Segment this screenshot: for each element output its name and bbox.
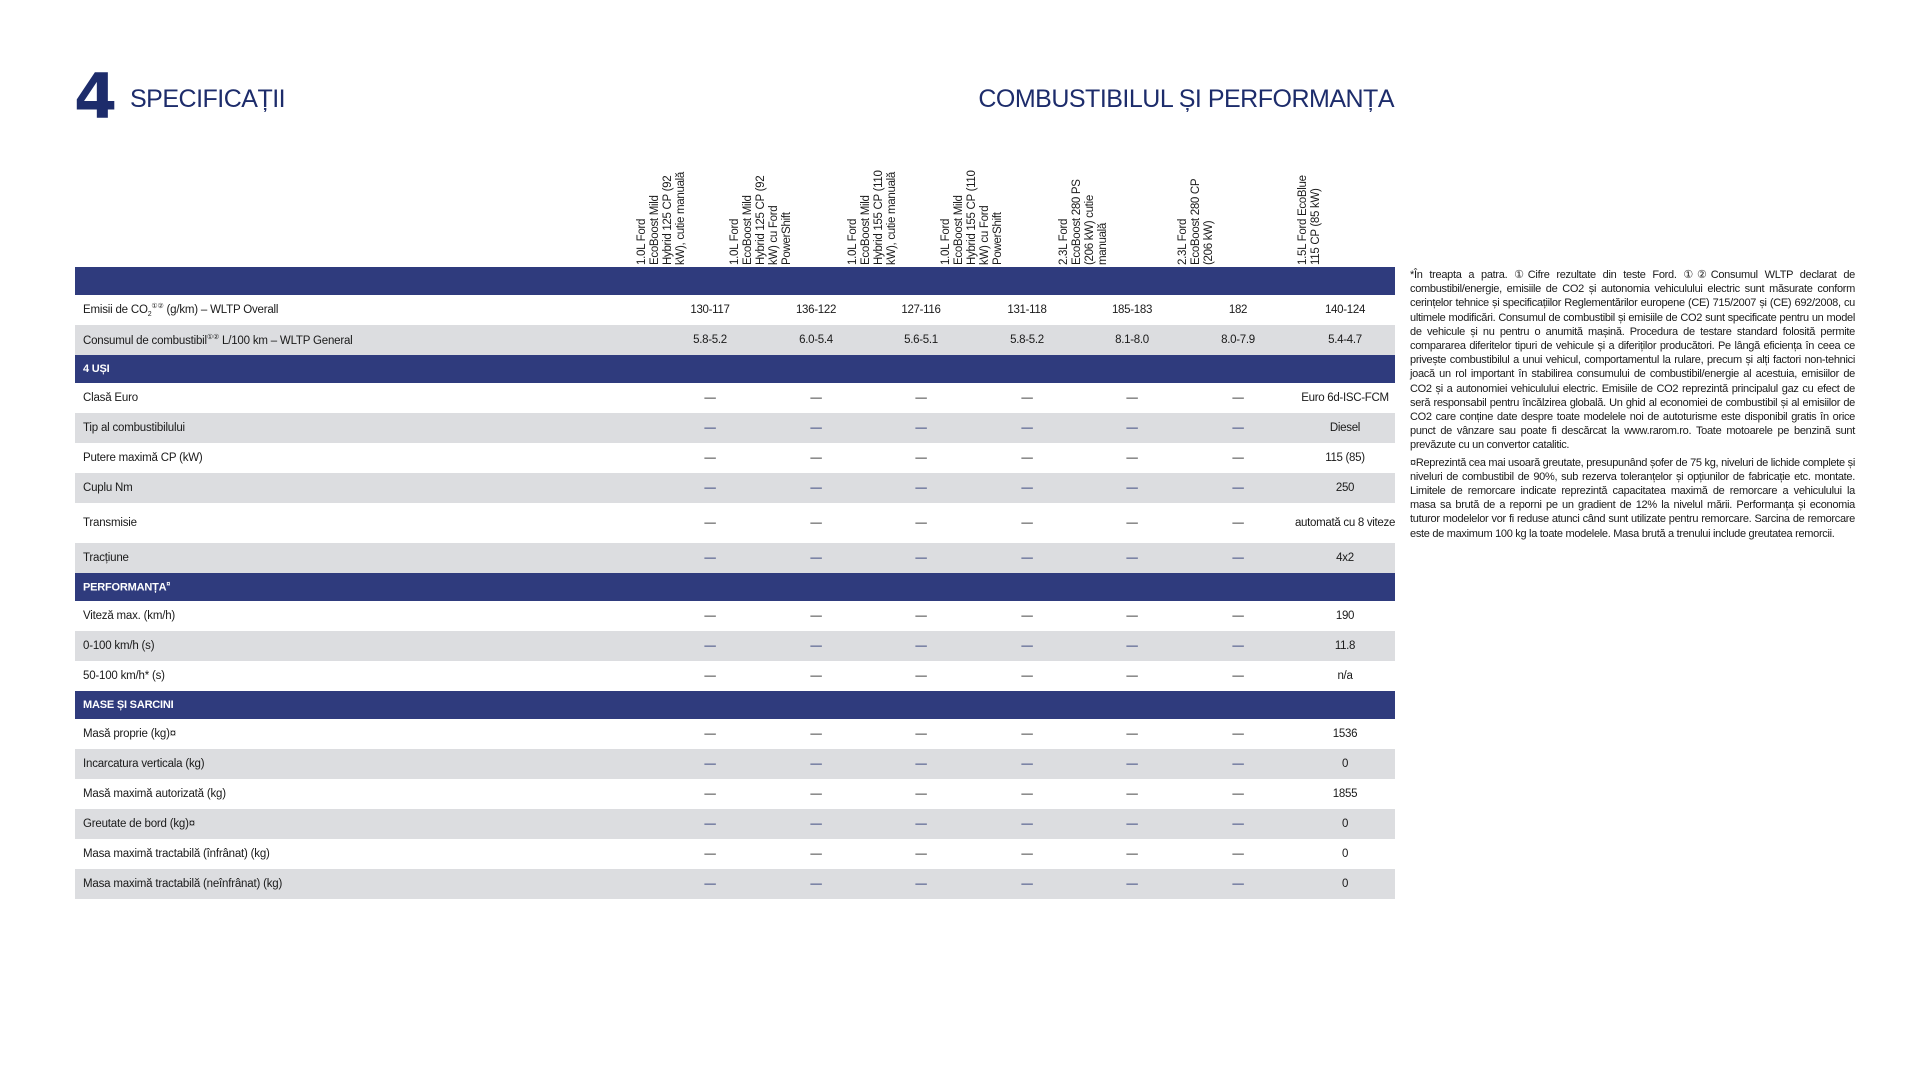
table-cell: —: [915, 848, 927, 860]
table-cell: —: [704, 640, 716, 652]
table-cell: —: [1021, 482, 1033, 494]
column-header-text: 2.3L Ford EcoBoost 280 PS (206 kW) cutie manuală: [1058, 179, 1109, 265]
table-cell: 6.0-5.4: [799, 334, 833, 346]
column-header-text: 1.0L Ford EcoBoost Mild Hybrid 155 CP (110 kW) cu Ford PowerShift: [940, 170, 1004, 265]
table-cell: —: [1232, 848, 1244, 860]
table-cell: —: [1232, 728, 1244, 740]
table-row: [75, 543, 1395, 573]
table-cell: —: [810, 392, 822, 404]
table-cell: —: [704, 452, 716, 464]
table-cell: —: [1021, 552, 1033, 564]
table-row: [75, 601, 1395, 631]
table-cell: —: [1021, 517, 1033, 529]
table-cell: —: [915, 728, 927, 740]
table-cell: Diesel: [1329, 422, 1361, 434]
row-label: Consumul de combustibil①② L/100 km – WLTP General: [83, 334, 353, 347]
table-cell: —: [1232, 818, 1244, 830]
table-cell: —: [1126, 818, 1138, 830]
table-row: [75, 295, 1395, 325]
table-cell: 0: [1341, 848, 1349, 860]
spec-table: [75, 267, 1395, 899]
table-cell: —: [1021, 392, 1033, 404]
table-cell: 190: [1335, 610, 1355, 622]
table-row: [75, 749, 1395, 779]
table-cell: —: [704, 517, 716, 529]
row-label: Viteză max. (km/h): [83, 610, 176, 622]
table-cell: —: [810, 517, 822, 529]
table-row: [75, 839, 1395, 869]
table-cell: —: [1232, 452, 1244, 464]
table-row: [75, 473, 1395, 503]
table-row: [75, 383, 1395, 413]
table-cell: —: [1126, 878, 1138, 890]
table-row: [75, 413, 1395, 443]
table-cell: 0: [1341, 878, 1349, 890]
section-title: MASE ȘI SARCINI: [83, 699, 174, 711]
table-cell: —: [1021, 670, 1033, 682]
table-row: [75, 809, 1395, 839]
row-label: Incarcatura verticala (kg): [83, 758, 205, 770]
table-row: [75, 631, 1395, 661]
row-label: Greutate de bord (kg)¤: [83, 818, 195, 830]
table-cell: —: [1232, 610, 1244, 622]
table-cell: —: [810, 552, 822, 564]
table-cell: —: [704, 552, 716, 564]
row-label: 0-100 km/h (s): [83, 640, 155, 652]
table-cell: 5.8-5.2: [693, 334, 727, 346]
column-header: [1297, 175, 1324, 265]
column-header-text: 1.5L Ford EcoBlue 115 CP (85 kW): [1297, 175, 1322, 265]
table-cell: —: [1126, 788, 1138, 800]
table-cell: —: [1021, 610, 1033, 622]
row-label: Transmisie: [83, 517, 137, 529]
row-label: Tip al combustibilului: [83, 422, 185, 434]
column-header: [940, 170, 1006, 265]
table-cell: —: [1232, 788, 1244, 800]
footnote: ¤Reprezintă cea mai usoară greutate, presupunând șofer de 75 kg, niveluri de lichide complete și niveluri de combustibil de 90%, sub rezerva toleranțelor și opțiunilor de fabricație etc. montate. Limitele de remorcare indicate reprezintă capacitatea maximă de remorcare a vehiculului la masa sa brută de a reporni pe un gradient de 12% la nivelul mării. Performanța și economia tuturor modelelor vor fi reduse atunci când sunt utilizate pentru remorcare. Sarcina de remorcare este de maximum 100 kg la toate modelele. Masa brută a trenului include greutatea remorcii.: [1410, 456, 1855, 540]
table-cell: —: [915, 610, 927, 622]
table-cell: Euro 6d-ISC-FCM: [1301, 392, 1389, 404]
table-cell: 8.1-8.0: [1115, 334, 1149, 346]
section-title: 4 UȘI: [83, 363, 110, 375]
table-cell: —: [1232, 392, 1244, 404]
table-cell: —: [1021, 422, 1033, 434]
footnotes: [1410, 268, 1855, 544]
table-cell: —: [1126, 610, 1138, 622]
table-cell: —: [810, 758, 822, 770]
table-cell: —: [810, 452, 822, 464]
table-cell: —: [704, 848, 716, 860]
table-cell: —: [810, 848, 822, 860]
table-cell: —: [1126, 422, 1138, 434]
table-cell: 0: [1341, 758, 1349, 770]
table-cell: —: [1126, 670, 1138, 682]
table-cell: —: [915, 878, 927, 890]
table-cell: 5.8-5.2: [1010, 334, 1044, 346]
table-cell: 11.8: [1334, 640, 1356, 652]
table-cell: —: [704, 788, 716, 800]
table-cell: 140-124: [1324, 304, 1366, 316]
column-header: [729, 175, 795, 265]
table-cell: —: [1021, 818, 1033, 830]
table-cell: 250: [1335, 482, 1355, 494]
table-cell: 1855: [1332, 788, 1358, 800]
table-cell: —: [1232, 640, 1244, 652]
table-cell: —: [1021, 848, 1033, 860]
table-cell: 8.0-7.9: [1221, 334, 1255, 346]
table-cell: 136-122: [795, 304, 837, 316]
row-label: Masă proprie (kg)¤: [83, 728, 176, 740]
table-cell: —: [1126, 517, 1138, 529]
column-header: [636, 171, 689, 265]
table-cell: —: [915, 517, 927, 529]
column-header-text: 2.3L Ford EcoBoost 280 CP (206 kW): [1177, 178, 1215, 265]
table-cell: —: [915, 452, 927, 464]
table-cell: —: [810, 728, 822, 740]
table-cell: —: [915, 818, 927, 830]
table-cell: —: [704, 670, 716, 682]
table-row: [75, 443, 1395, 473]
table-cell: automată cu 8 viteze: [1294, 517, 1396, 529]
table-cell: —: [1021, 640, 1033, 652]
table-cell: —: [1232, 552, 1244, 564]
row-label: Tracțiune: [83, 552, 129, 564]
table-cell: —: [1232, 482, 1244, 494]
table-cell: —: [1021, 452, 1033, 464]
table-cell: —: [1232, 517, 1244, 529]
column-header-text: 1.0L Ford EcoBoost Mild Hybrid 155 CP (110 kW), cutie manuală: [847, 170, 898, 265]
table-cell: —: [1232, 670, 1244, 682]
table-cell: —: [915, 422, 927, 434]
table-cell: —: [1126, 552, 1138, 564]
table-cell: 182: [1228, 304, 1248, 316]
row-label: Masa maximă tractabilă (neînfrânat) (kg): [83, 878, 283, 890]
table-cell: 5.6-5.1: [904, 334, 938, 346]
table-cell: —: [704, 818, 716, 830]
table-cell: —: [1126, 758, 1138, 770]
chapter-number: 4: [74, 60, 116, 133]
column-header: [1177, 178, 1217, 265]
table-cell: —: [915, 552, 927, 564]
row-label: 50-100 km/h* (s): [83, 670, 165, 682]
table-cell: —: [704, 728, 716, 740]
table-cell: 5.4-4.7: [1328, 334, 1362, 346]
table-cell: —: [1021, 728, 1033, 740]
table-cell: —: [704, 482, 716, 494]
table-cell: —: [810, 422, 822, 434]
chapter-title: SPECIFICAȚII: [130, 85, 286, 113]
table-cell: —: [1021, 878, 1033, 890]
table-cell: —: [704, 878, 716, 890]
table-cell: 0: [1341, 818, 1349, 830]
table-cell: —: [1126, 728, 1138, 740]
table-cell: —: [810, 818, 822, 830]
table-cell: 130-117: [690, 304, 730, 316]
table-cell: —: [1232, 878, 1244, 890]
row-label: Putere maximă CP (kW): [83, 452, 203, 464]
table-cell: —: [915, 482, 927, 494]
column-header-text: 1.0L Ford EcoBoost Mild Hybrid 125 CP (92 kW), cutie manuală: [636, 171, 687, 265]
table-cell: —: [1021, 788, 1033, 800]
section-header: [75, 573, 1395, 601]
row-label: Clasă Euro: [83, 392, 138, 404]
table-cell: —: [704, 610, 716, 622]
table-cell: —: [1126, 392, 1138, 404]
column-headers: [0, 165, 1400, 265]
table-row: [75, 719, 1395, 749]
row-label: Masă maximă autorizată (kg): [83, 788, 226, 800]
table-row: [75, 503, 1395, 543]
section-header: [75, 355, 1395, 383]
row-label: Masa maximă tractabilă (înfrânat) (kg): [83, 848, 270, 860]
row-label: Cuplu Nm: [83, 482, 133, 494]
table-cell: —: [810, 788, 822, 800]
table-row: [75, 779, 1395, 809]
table-cell: —: [704, 758, 716, 770]
table-row: [75, 325, 1395, 355]
table-cell: —: [915, 670, 927, 682]
table-cell: 131-118: [1007, 304, 1047, 316]
table-cell: —: [810, 878, 822, 890]
table-cell: —: [810, 610, 822, 622]
column-header-text: 1.0L Ford EcoBoost Mild Hybrid 125 CP (92 kW) cu Ford PowerShift: [729, 175, 793, 265]
column-header: [1058, 179, 1111, 265]
table-cell: —: [1232, 422, 1244, 434]
table-cell: —: [915, 640, 927, 652]
table-cell: 115 (85): [1325, 452, 1365, 464]
table-cell: —: [704, 422, 716, 434]
table-row: [75, 869, 1395, 899]
table-cell: n/a: [1337, 670, 1353, 682]
footnote: *În treapta a patra. ①Cifre rezultate din teste Ford. ①②Consumul WLTP declarat de combustibil/energie, emisiile de CO2 și autonomia vehiculului electric sunt măsurate conform cerințelor tehnice și specificațiilor Reglementărilor europene (CE) 715/2007 și (CE) 692/2008, cu ultimele modificări. Consumul de combustibil și emisiile de CO2 sunt specificate pentru un model de vehicule și nu pentru o anumită mașină. Procedura de testare standard folosită permite compararea diferitelor tipuri de vehicule și a diferiților producători. Pe lângă eficiența în ceea ce privește combustibilul a unui vehicul, comportamentul la rulare, precum și alți factori non-tehnici joacă un rol important în stabilirea consumului de combustibil/energie al acestuia, emisiilor de CO2 și a autonomiei vehiculului electric. Emisiile de CO2 reprezintă principalul gaz cu efect de seră responsabil pentru încălzirea globală. Un ghid al economiei de combustibil și al emisiilor de CO2 care conține date despre toate modelele noi de autoturisme este disponibil gratis în orice punct de vânzare sau poate fi descărcat la www.rarom.ro. Toate motoarele pe benzină sunt prevăzute cu un convertor catalitic.: [1410, 269, 1855, 452]
table-cell: —: [1126, 640, 1138, 652]
table-cell: —: [1021, 758, 1033, 770]
table-cell: —: [1232, 758, 1244, 770]
table-cell: 4x2: [1336, 552, 1354, 564]
section-header: [75, 691, 1395, 719]
table-cell: —: [915, 392, 927, 404]
table-cell: —: [915, 758, 927, 770]
table-cell: —: [915, 788, 927, 800]
table-cell: —: [810, 482, 822, 494]
table-cell: 185-183: [1111, 304, 1153, 316]
table-cell: 127-116: [901, 304, 941, 316]
column-header: [847, 170, 900, 265]
page-title: COMBUSTIBILUL ȘI PERFORMANȚA: [978, 85, 1394, 113]
table-cell: —: [1126, 482, 1138, 494]
table-cell: 1536: [1332, 728, 1358, 740]
table-cell: —: [704, 392, 716, 404]
table-cell: —: [1126, 848, 1138, 860]
section-title: PERFORMANȚA¤: [83, 580, 171, 594]
row-label: Emisii de $CO_2^{①②}$ (g/km) – WLTP Overall: [83, 302, 279, 319]
table-cell: —: [1126, 452, 1138, 464]
table-cell: —: [810, 640, 822, 652]
table-header-band: [75, 267, 1395, 295]
table-cell: —: [810, 670, 822, 682]
table-row: [75, 661, 1395, 691]
